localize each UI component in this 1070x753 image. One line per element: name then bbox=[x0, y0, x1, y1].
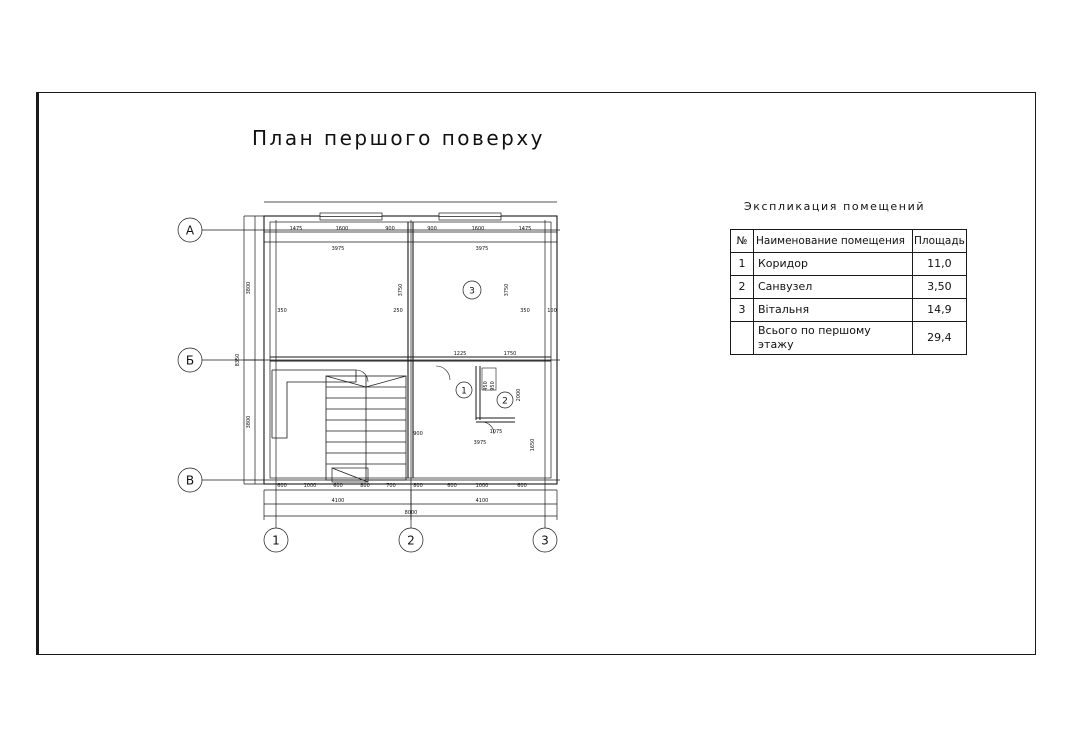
table-header-row bbox=[731, 230, 967, 253]
header-number: № bbox=[731, 230, 754, 253]
svg-text:1225: 1225 bbox=[453, 351, 467, 357]
row-number: 1 bbox=[731, 253, 754, 276]
svg-text:4100: 4100 bbox=[475, 498, 489, 504]
table-row bbox=[731, 253, 967, 276]
svg-text:1750: 1750 bbox=[503, 351, 517, 357]
svg-text:1475: 1475 bbox=[289, 226, 303, 232]
svg-text:2000: 2000 bbox=[516, 388, 522, 402]
row-name: Санвузел bbox=[754, 276, 913, 299]
room-number-3: 3 bbox=[469, 286, 475, 297]
axis-label-v: В bbox=[185, 473, 195, 488]
explication-title: Экспликация помещений bbox=[744, 200, 926, 213]
svg-text:700: 700 bbox=[386, 483, 396, 489]
svg-text:350: 350 bbox=[277, 308, 287, 314]
svg-text:600: 600 bbox=[447, 483, 457, 489]
svg-text:8000: 8000 bbox=[404, 510, 418, 516]
svg-text:3750: 3750 bbox=[504, 283, 510, 297]
axis-label-a: А bbox=[185, 223, 195, 238]
svg-text:3975: 3975 bbox=[473, 440, 487, 446]
axis-label-2: 2 bbox=[407, 533, 415, 548]
svg-text:100: 100 bbox=[547, 308, 557, 314]
axis-label-1: 1 bbox=[272, 533, 280, 548]
svg-text:900: 900 bbox=[385, 226, 395, 232]
room-number-2: 2 bbox=[502, 396, 508, 407]
row-area: 11,0 bbox=[913, 253, 967, 276]
svg-text:600: 600 bbox=[517, 483, 527, 489]
svg-text:350: 350 bbox=[520, 308, 530, 314]
svg-text:250: 250 bbox=[393, 308, 403, 314]
svg-text:800: 800 bbox=[360, 483, 370, 489]
svg-text:3800: 3800 bbox=[246, 415, 252, 429]
svg-text:3975: 3975 bbox=[331, 246, 345, 252]
total-label: Всього по першому этажу bbox=[754, 322, 913, 355]
row-name: Коридор bbox=[754, 253, 913, 276]
row-area: 14,9 bbox=[913, 299, 967, 322]
svg-text:1000: 1000 bbox=[303, 483, 317, 489]
total-area: 29,4 bbox=[913, 322, 967, 355]
svg-text:600: 600 bbox=[277, 483, 287, 489]
svg-text:450: 450 bbox=[483, 381, 489, 391]
sheet-frame-left-edge bbox=[36, 92, 39, 655]
svg-text:4100: 4100 bbox=[331, 498, 345, 504]
svg-text:1600: 1600 bbox=[471, 226, 485, 232]
svg-text:900: 900 bbox=[413, 431, 423, 437]
svg-text:900: 900 bbox=[427, 226, 437, 232]
svg-text:1075: 1075 bbox=[489, 429, 503, 435]
svg-text:800: 800 bbox=[413, 483, 423, 489]
explication-table bbox=[730, 229, 967, 355]
floor-plan-drawing bbox=[160, 190, 590, 570]
room-number-1: 1 bbox=[461, 386, 467, 397]
svg-text:950: 950 bbox=[490, 381, 496, 391]
svg-text:1600: 1600 bbox=[335, 226, 349, 232]
svg-text:8350: 8350 bbox=[235, 353, 241, 367]
svg-text:3800: 3800 bbox=[246, 281, 252, 295]
row-area: 3,50 bbox=[913, 276, 967, 299]
total-number bbox=[731, 322, 754, 355]
table-total-row bbox=[731, 322, 967, 355]
svg-text:1650: 1650 bbox=[530, 438, 536, 452]
axis-label-b: Б bbox=[185, 353, 195, 368]
svg-text:1000: 1000 bbox=[475, 483, 489, 489]
svg-text:1475: 1475 bbox=[518, 226, 532, 232]
table-row bbox=[731, 276, 967, 299]
row-number: 2 bbox=[731, 276, 754, 299]
row-name: Вітальня bbox=[754, 299, 913, 322]
axis-label-3: 3 bbox=[541, 533, 549, 548]
header-area: Площадь bbox=[913, 230, 967, 253]
svg-text:600: 600 bbox=[333, 483, 343, 489]
row-number: 3 bbox=[731, 299, 754, 322]
header-name: Наименование помещения bbox=[754, 230, 913, 253]
page-title: План першого поверху bbox=[252, 126, 545, 150]
table-row bbox=[731, 299, 967, 322]
svg-text:3975: 3975 bbox=[475, 246, 489, 252]
svg-text:3750: 3750 bbox=[398, 283, 404, 297]
